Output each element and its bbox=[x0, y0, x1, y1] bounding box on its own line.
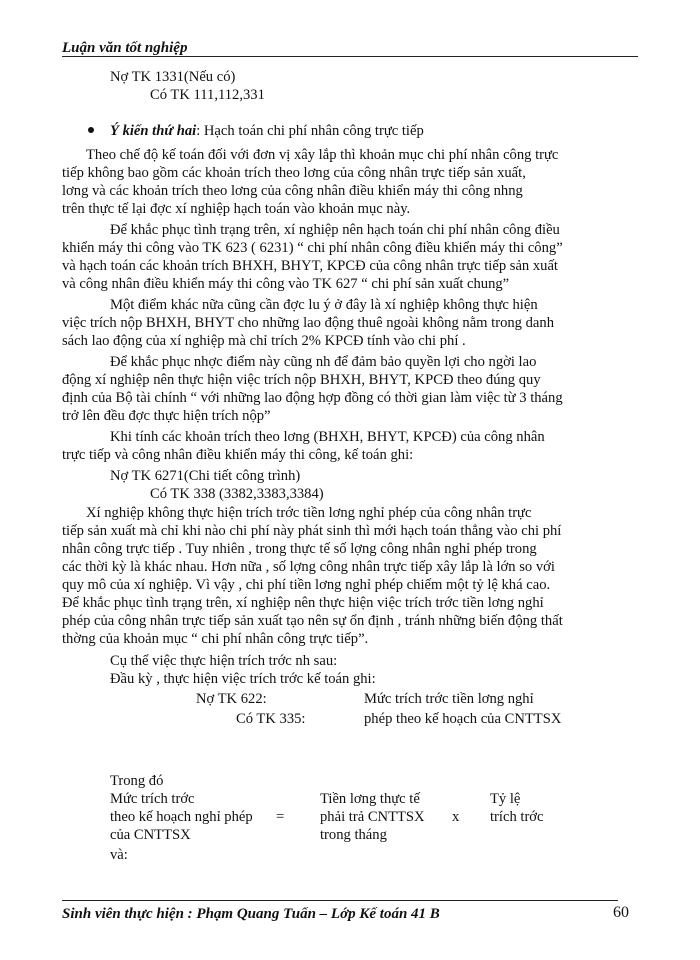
formula-equals-sign: = bbox=[276, 809, 285, 825]
paragraph-line: các thời kỳ là khác nhau. Hơn nữa , số lợng công nhân trực tiếp xây lắp là lớn so với bbox=[62, 559, 555, 575]
entry-debit-622: Nợ TK 622: bbox=[196, 691, 267, 707]
opinion-title: : Hạch toán chi phí nhân công trực tiếp bbox=[196, 123, 424, 139]
header-divider bbox=[62, 56, 638, 57]
paragraph-line: và hạch toán các khoản trích BHXH, BHYT, KPCĐ của công nhân trực tiếp sản xuất bbox=[62, 258, 558, 274]
opinion-heading bbox=[110, 122, 424, 140]
page-number: 60 bbox=[613, 904, 629, 921]
paragraph-line: Để khắc phục tình trạng trên, xí nghiệp nên thực hiện việc trích trớc tiền lơng nghỉ bbox=[62, 595, 544, 611]
paragraph-line: tiếp sản xuất mà chỉ khi nào chi phí này phát sinh thì mới hạch toán thẳng vào chi phí bbox=[62, 523, 562, 539]
paragraph-line: Một điểm khác nữa cũng cần đợc lu ý ở đây là xí nghiệp không thực hiện bbox=[110, 297, 538, 313]
paragraph-line: Để khắc phục nhợc điểm này cũng nh để đảm bảo quyền lợi cho ngời lao bbox=[110, 354, 537, 370]
paragraph-line: và công nhân điều khiển máy thi công vào TK 627 “ chi phí sản xuất chung” bbox=[62, 276, 510, 292]
paragraph-line: Xí nghiệp không thực hiện trích trớc tiền lơng nghỉ phép của công nhân trực bbox=[86, 505, 532, 521]
paragraph-line: phép của công nhân trực tiếp sản xuất tạo nên sự ổn định , tránh những biến động thất bbox=[62, 613, 563, 629]
paragraph-line: Theo chế độ kế toán đối với đơn vị xây lắp thì khoản mục chi phí nhân công trực bbox=[86, 147, 559, 163]
formula-middle-term: phải trả CNTTSX bbox=[320, 809, 425, 825]
formula-in-which: Trong đó bbox=[110, 773, 164, 789]
formula-left-term: Mức trích trớc bbox=[110, 791, 195, 807]
paragraph-line: việc trích nộp BHXH, BHYT cho những lao động thuê ngoài không nằm trong danh bbox=[62, 315, 554, 331]
formula-middle-term: Tiền lơng thực tế bbox=[320, 791, 420, 807]
paragraph-line: Để khắc phục tình trạng trên, xí nghiệp nên hạch toán chi phí nhân công điều bbox=[110, 222, 560, 238]
paragraph-line: quy mô của xí nghiệp. Vì vậy , chi phí tiền lơng nghỉ phép chiếm một tỷ lệ khá cao. bbox=[62, 577, 551, 593]
formula-right-term: Tỷ lệ bbox=[490, 791, 521, 807]
paragraph-line: Khi tính các khoản trích theo lơng (BHXH, BHYT, KPCĐ) của công nhân bbox=[110, 429, 545, 445]
paragraph-line: trực tiếp và công nhân điều khiển máy thi công, kế toán ghi: bbox=[62, 447, 414, 463]
formula-and: và: bbox=[110, 847, 128, 863]
paragraph-line: lơng và các khoản trích theo lơng của công nhân điều khiển máy thi công nhng bbox=[62, 183, 523, 199]
formula-middle-term: trong tháng bbox=[320, 827, 387, 843]
formula-times-sign: x bbox=[452, 809, 460, 825]
paragraph-line: động xí nghiệp nên thực hiện việc trích nộp BHXH, BHYT, KPCĐ theo đúng quy bbox=[62, 372, 541, 388]
footer-author: Sinh viên thực hiện : Phạm Quang Tuấn – Lớp Kế toán 41 B bbox=[62, 906, 440, 922]
footer-divider bbox=[62, 900, 618, 901]
formula-right-term: trích trớc bbox=[490, 809, 544, 825]
accrual-description: Mức trích trớc tiền lơng nghỉ bbox=[364, 691, 534, 707]
paragraph-line: thờng của khoản mục “ chi phí nhân công trực tiếp”. bbox=[62, 631, 369, 647]
formula-left-term: theo kế hoạch nghỉ phép bbox=[110, 809, 253, 825]
entry-debit-1331: Nợ TK 1331(Nếu có) bbox=[110, 69, 236, 85]
paragraph-line: trở lên đều đợc thực hiện trích nộp” bbox=[62, 408, 271, 424]
entry-credit-338: Có TK 338 (3382,3383,3384) bbox=[150, 486, 324, 502]
opinion-label: Ý kiến thứ hai bbox=[110, 123, 197, 139]
paragraph-line: sách lao động của xí nghiệp mà chỉ trích 2% KPCĐ tính vào chi phí . bbox=[62, 333, 466, 349]
bullet-icon bbox=[88, 127, 94, 133]
paragraph-line: khiển máy thi công vào TK 623 ( 6231) “ chi phí nhân công điều khiển máy thi công” bbox=[62, 240, 563, 256]
implementation-period-start: Đầu kỳ , thực hiện việc trích trớc kế toán ghi: bbox=[110, 671, 376, 687]
paragraph-line: tiếp không bao gồm các khoản trích theo lơng của công nhân trực tiếp sản xuất, bbox=[62, 165, 526, 181]
entry-credit-111: Có TK 111,112,331 bbox=[150, 87, 265, 103]
running-header-title: Luận văn tốt nghiệp bbox=[62, 40, 188, 56]
formula-left-term: của CNTTSX bbox=[110, 827, 191, 843]
paragraph-line: định của Bộ tài chính “ với những lao động hợp đồng có thời gian làm việc từ 3 tháng bbox=[62, 390, 563, 406]
accrual-description: phép theo kế hoạch của CNTTSX bbox=[364, 711, 562, 727]
paragraph-line: nhân công trực tiếp . Tuy nhiên , trong thực tế số lợng công nhân nghỉ phép trong bbox=[62, 541, 537, 557]
entry-debit-6271: Nợ TK 6271(Chi tiết công trình) bbox=[110, 468, 301, 484]
implementation-intro: Cụ thể việc thực hiện trích trớc nh sau: bbox=[110, 653, 338, 669]
entry-credit-335: Có TK 335: bbox=[236, 711, 306, 727]
paragraph-line: trên thực tế lại đợc xí nghiệp hạch toán vào khoản mục này. bbox=[62, 201, 411, 217]
